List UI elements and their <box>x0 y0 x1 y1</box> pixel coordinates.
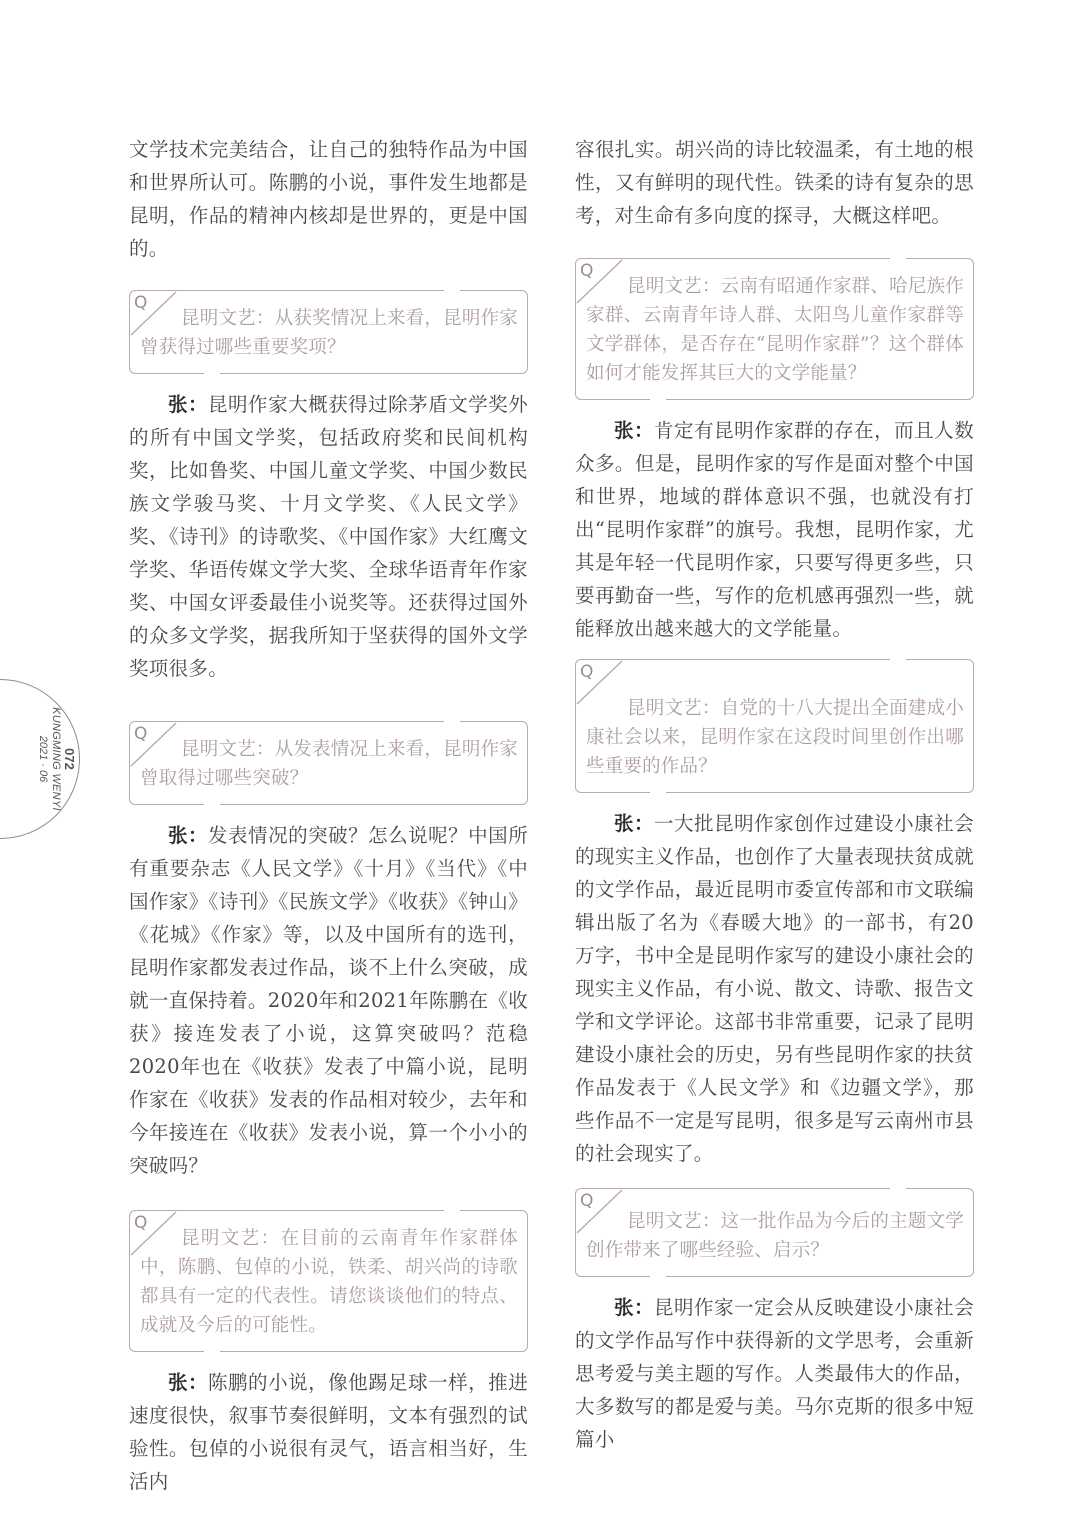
border-gap <box>204 802 220 807</box>
right-column <box>575 133 974 1456</box>
border-gap <box>444 719 460 724</box>
issue-date: 2021 · 06 <box>37 735 49 783</box>
left-column <box>129 133 528 1498</box>
border-gap <box>890 1186 906 1191</box>
border-gap <box>890 657 906 662</box>
border-gap <box>444 288 460 293</box>
question-box <box>129 290 528 374</box>
question-text: 昆明文艺：在目前的云南青年作家群体中，陈鹏、包倬的小说，铁柔、胡兴尚的诗歌都具有一定的代表性。请您谈谈他们的特点、成就及今后的可能性。 <box>140 1228 518 1336</box>
q-icon: Q <box>134 1213 148 1233</box>
paragraph: 文学技术完美结合，让自己的独特作品为中国和世界所认可。陈鹏的小说，事件发生地都是昆明，作品的精神内核却是世界的，更是中国的。 <box>129 138 528 260</box>
question-box <box>129 721 528 805</box>
speaker-label: 张： <box>614 812 655 835</box>
question-text: 昆明文艺：自党的十八大提出全面建成小康社会以来，昆明作家在这段时间里创作出哪些重要的作品？ <box>586 698 964 777</box>
border-gap <box>650 397 666 402</box>
question-box <box>129 1210 528 1352</box>
question-text: 昆明文艺：这一批作品为今后的主题文学创作带来了哪些经验、启示？ <box>586 1211 964 1261</box>
answer-paragraph <box>129 1366 528 1498</box>
answer-text: 肯定有昆明作家群的存在，而且人数众多。但是，昆明作家的写作是面对整个中国和世界，地域的群体意识不强，也就没有打出“昆明作家群”的旗号。我想，昆明作家，尤其是年轻一代昆明作家，只要写得更多些，只要再勤奋一些，写作的危机感再强烈一些，就能释放出越来越大的文学能量。 <box>575 419 974 640</box>
border-gap <box>650 1274 666 1279</box>
answer-text: 昆明作家大概获得过除茅盾文学奖外的所有中国文学奖，包括政府奖和民间机构奖，比如鲁奖、中国儿童文学奖、中国少数民族文学骏马奖、十月文学奖、《人民文学》奖、《诗刊》的诗歌奖、《中国作家》大红鹰文学奖、华语传媒文学大奖、全球华语青年作家奖、中国女评委最佳小说奖等。还获得过国外的众多文学奖，据我所知于坚获得的国外文学奖项很多。 <box>129 393 528 680</box>
border-gap <box>650 790 666 795</box>
magazine-name: KUNGMING WENYI <box>50 707 62 811</box>
answer-text: 昆明作家一定会从反映建设小康社会的文学作品写作中获得新的文学思考，会重新思考爱与美主题的写作。人类最伟大的作品，大多数写的都是爱与美。马尔克斯的很多中短篇小 <box>575 1296 974 1451</box>
page-number: 072 <box>62 748 77 770</box>
q-icon: Q <box>580 1191 594 1211</box>
speaker-label: 张： <box>168 1371 209 1394</box>
question-text: 昆明文艺：云南有昭通作家群、哈尼族作家群、云南青年诗人群、太阳鸟儿童作家群等文学群体，是否存在“昆明作家群”？这个群体如何才能发挥其巨大的文学能量？ <box>586 276 964 384</box>
question-box <box>575 659 974 793</box>
q-icon: Q <box>580 662 594 682</box>
q-icon: Q <box>134 724 148 744</box>
slash-icon <box>576 1189 624 1235</box>
question-box <box>575 258 974 400</box>
border-gap <box>204 1349 220 1354</box>
slash-icon <box>576 259 624 305</box>
answer-paragraph <box>575 414 974 645</box>
answer-paragraph <box>575 807 974 1170</box>
question-text: 昆明文艺：从获奖情况上来看，昆明作家曾获得过哪些重要奖项？ <box>140 308 518 358</box>
slash-icon <box>130 722 178 768</box>
speaker-label: 张： <box>168 824 209 847</box>
border-gap <box>890 256 906 261</box>
answer-text: 一大批昆明作家创作过建设小康社会的现实主义作品，也创作了大量表现扶贫成就的文学作品，最近昆明市委宣传部和市文联编辑出版了名为《春暖大地》的一部书，有20万字，书中全是昆明作家写的建设小康社会的现实主义作品，有小说、散文、诗歌、报告文学和文学评论。这部书非常重要，记录了昆明建设小康社会的历史，另有些昆明作家的扶贫作品发表于《人民文学》和《边疆文学》，那些作品不一定是写昆明，很多是写云南州市县的社会现实了。 <box>575 812 974 1165</box>
border-gap <box>444 1208 460 1213</box>
speaker-label: 张： <box>614 419 655 442</box>
slash-icon <box>130 1211 178 1257</box>
answer-text: 陈鹏的小说，像他踢足球一样，推进速度很快，叙事节奏很鲜明，文本有强烈的试验性。包倬的小说很有灵气，语言相当好，生活内 <box>129 1371 528 1493</box>
answer-paragraph <box>575 1291 974 1456</box>
border-gap <box>204 371 220 376</box>
question-box <box>575 1188 974 1277</box>
slash-icon <box>130 291 178 337</box>
speaker-label: 张： <box>168 393 209 416</box>
q-icon: Q <box>580 261 594 281</box>
speaker-label: 张： <box>614 1296 655 1319</box>
q-icon: Q <box>134 293 148 313</box>
answer-paragraph <box>129 388 528 685</box>
paragraph: 容很扎实。胡兴尚的诗比较温柔，有土地的根性，又有鲜明的现代性。铁柔的诗有复杂的思考，对生命有多向度的探寻，大概这样吧。 <box>575 138 974 227</box>
question-text: 昆明文艺：从发表情况上来看，昆明作家曾取得过哪些突破？ <box>140 739 518 789</box>
page-marker-text <box>36 689 76 829</box>
answer-paragraph <box>129 819 528 1182</box>
answer-text: 发表情况的突破？怎么说呢？中国所有重要杂志《人民文学》《十月》《当代》《中国作家》《诗刊》《民族文学》《收获》《钟山》《花城》《作家》等，以及中国所有的选刊，昆明作家都发表过作品，谈不上什么突破，成就一直保持着。2020年和2021年陈鹏在《收获》接连发表了小说，这算突破吗？范稳2020年也在《收获》发表了中篇小说，昆明作家在《收获》发表的作品相对较少，去年和今年接连在《收获》发表小说，算一个小小的突破吗？ <box>129 824 528 1177</box>
slash-icon <box>576 660 624 706</box>
